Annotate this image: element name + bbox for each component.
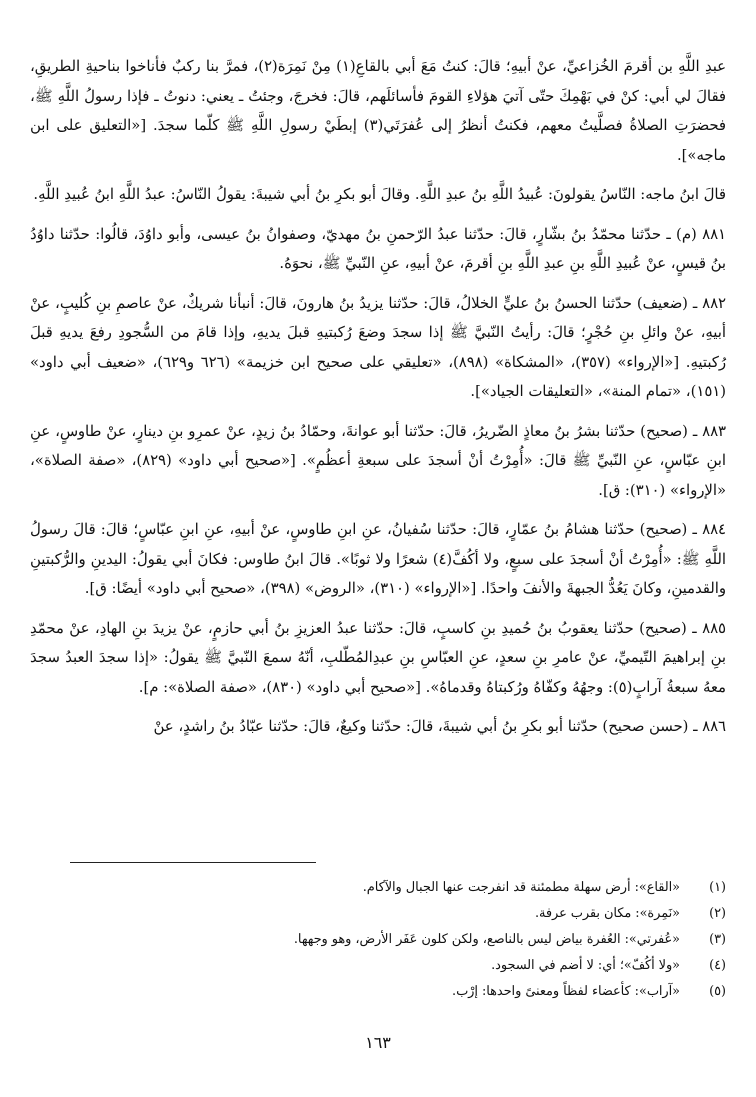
footnote-number: (٢): [709, 906, 726, 921]
paragraph-hadith-884: ٨٨٤ ـ (صحيح) حدّثنا هشامُ بنُ عمّارٍ، قالَ: حدّثنا سُفيانُ، عنِ ابنِ طاوسٍ، عنْ أبيهِ، عنِ ابنِ عبّاسٍ؛ قالَ: قالَ رسولُ اللَّهِ ﷺ: «أُمِرْتُ أنْ أسجدَ على سبعٍ، ولا أكُفَّ(٤) شعرًا ولا ثوبًا». قالَ ابنُ طاوس: فكانَ أبي يقولُ: اليدينِ والرُّكبتينِ والقدمينِ، وكانَ يَعُدُّ الجبهةَ والأنفَ واحدًا. [«الإرواء» (٣١٠)، «الروض» (٣٩٨)، «صحيح أبي داود» أيضًا: ق].: [30, 521, 726, 597]
paragraph-hadith-881: ٨٨١ (م) ـ حدّثنا محمّدُ بنُ بشّارٍ، قالَ: حدّثنا عبدُ الرّحمنِ بنُ مهديّ، وصفوانُ بنُ عيسى، وأبو داوُدَ، قالُوا: حدّثنا داوُدُ بنُ قيسٍ، عنْ عُبيدِ اللَّهِ بنِ عبدِ اللَّهِ بنِ أقرمَ، عنْ أبيهِ، عنِ النّبيِّ ﷺ، نحوَهُ.: [30, 225, 726, 272]
footnote-number: (٥): [709, 984, 726, 999]
footnote-text: «نَمِرة»: مكان بقرب عرفة.: [534, 906, 680, 921]
footnote-3: [36, 932, 726, 958]
hadith-text-body: [30, 52, 726, 752]
footnote-number: (٤): [709, 958, 726, 973]
footnote-separator: [70, 862, 316, 863]
footnote-number: (٣): [709, 932, 726, 947]
footnote-number: (١): [709, 880, 726, 895]
paragraph-ibn-majah-note: قالَ ابنُ ماجه: النّاسُ يقولونَ: عُبيدُ اللَّهِ بنُ عبدِ اللَّهِ. وقالَ أبو بكرِ بنُ أبي شيبةَ: يقولُ النّاسُ: عبدُ اللَّهِ ابنُ عُبيدِ اللَّهِ.: [33, 186, 726, 203]
paragraph-hadith-883: ٨٨٣ ـ (صحيح) حدّثنا بشرُ بنُ معاذٍ الضّريرُ، قالَ: حدّثنا أبو عوانةَ، وحمّادُ بنُ زيدٍ، عنْ عمرِو بنِ دينارٍ، عنْ طاوسٍ، عنِ ابنِ عبّاسٍ، عنِ النّبيِّ ﷺ قالَ: «أُمِرْتُ أنْ أسجدَ على سبعةِ أعظُمٍ». [«صحيح أبي داود» (٨٢٩)، «صفة الصلاة»، «الإرواء» (٣١٠): ق].: [30, 422, 726, 499]
paragraph-continuation: عبدِ اللَّهِ بن أقرمَ الخُزاعيِّ، عنْ أبيهِ؛ قالَ: كنتُ مَعَ أبي بالقاعِ(١) مِنْ نَمِرَة(٢)، فمرَّ بنا ركبٌ فأناخوا بناحيةِ الطريقِ، فقالَ لي أبي: كنْ في بَهْمِكَ حتّى آتيَ هؤلاءِ القومَ فأسائلَهم، قالَ: فخرجَ، وجئتُ ـ يعني: دنوتُ ـ فإذا رسولُ اللَّهِ ﷺ، فحضرَتِ الصلاةُ فصلَّيتُ معهم، فكنتُ أنظرُ إلى عُفرَتَي(٣) إبطَيْ رسولِ اللَّهِ ﷺ كلّما سجدَ. [«التعليق على ابن ماجه»].: [30, 58, 727, 164]
footnote-text: «عُفرتي»: العُفرة بياض ليس بالناصع، ولكن كلون عَفَر الأرض، وهو وجهها.: [293, 932, 680, 947]
footnote-5: [36, 984, 726, 1010]
paragraph-hadith-885: ٨٨٥ ـ (صحيح) حدّثنا يعقوبُ بنُ حُميدِ بنِ كاسبٍ، قالَ: حدّثنا عبدُ العزيزِ بنُ أبي حازمٍ، عنْ يزيدَ بنِ الهادِ، عنْ محمّدِ بنِ إبراهيمَ التّيميِّ، عنْ عامرِ بنِ سعدٍ، عنِ العبّاسِ بنِ عبدِالمُطّلبِ، أنّهُ سمعَ النّبيَّ ﷺ يقولُ: «إذا سجدَ العبدُ سجدَ معهُ سبعةُ آرابٍ(٥): وجهُهُ وكفّاهُ ورُكبتاهُ وقدماهُ». [«صحيح أبي داود» (٨٣٠)، «صفة الصلاة»: م].: [30, 619, 726, 696]
footnote-text: «القاع»: أرض سهلة مطمئنة قد انفرجت عنها الجبال والآكام.: [362, 880, 680, 895]
footnote-text: «آراب»: كأعضاء لفظاً ومعنىً واحدها: إرْب.: [452, 984, 680, 999]
paragraph-hadith-882: ٨٨٢ ـ (ضعيف) حدّثنا الحسنُ بنُ عليٍّ الخلالُ، قالَ: حدّثنا يزيدُ بنُ هارونَ، قالَ: أنبأنا شريكٌ، عنْ عاصمِ بنِ كُليبٍ، عنْ أبيهِ، عنْ وائلِ بنِ حُجْرٍ؛ قالَ: رأيتُ النّبيَّ ﷺ إذا سجدَ وضعَ رُكبتيهِ قبلَ يديهِ، وإذا قامَ من السُّجودِ رفعَ يديهِ قبلَ رُكبتيهِ. [«الإرواء» (٣٥٧)، «المشكاة» (٨٩٨)، «تعليقي على صحيح ابن خزيمة» (٦٢٦ و٦٢٩)، «ضعيف أبي داود» (١٥١)، «تمام المنة»، «التعليقات الجياد»].: [30, 294, 726, 400]
footnotes: [36, 880, 726, 1010]
footnote-text: «ولا أكُفّ»؛ أي: لا أضم في السجود.: [491, 958, 680, 973]
footnote-1: [36, 880, 726, 906]
page-number: ١٦٣: [365, 1033, 391, 1052]
paragraph-hadith-886: ٨٨٦ ـ (حسن صحيح) حدّثنا أبو بكرِ بنُ أبي شيبةَ، قالَ: حدّثنا وكيعٌ، قالَ: حدّثنا عبّادُ بنُ راشدٍ، عنْ: [153, 718, 726, 735]
footnote-4: [36, 958, 726, 984]
footnote-2: [36, 906, 726, 932]
